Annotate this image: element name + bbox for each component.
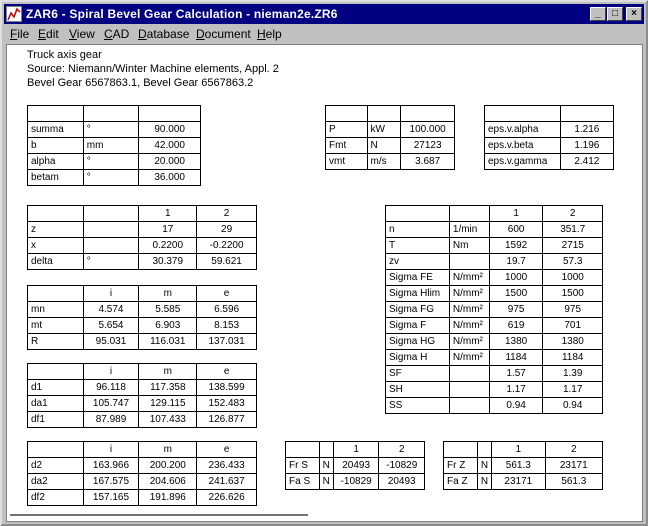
table-row bbox=[485, 138, 614, 154]
maximize-button[interactable]: □ bbox=[607, 7, 623, 21]
table-row bbox=[444, 474, 603, 490]
table-row bbox=[28, 138, 201, 154]
table-cell: R bbox=[28, 334, 84, 350]
table-row bbox=[28, 364, 257, 380]
table-row bbox=[28, 122, 201, 138]
table-cell: SF bbox=[386, 366, 450, 382]
table-cell: 1184 bbox=[489, 350, 543, 366]
table-cell: Nm bbox=[449, 238, 489, 254]
table-cell: d1 bbox=[28, 380, 84, 396]
table-cell: alpha bbox=[28, 154, 84, 170]
table-cell: 1 bbox=[139, 206, 197, 222]
table-cell bbox=[386, 206, 450, 222]
table-cell bbox=[28, 286, 84, 302]
table-row bbox=[386, 302, 603, 318]
table-cell: N bbox=[477, 458, 491, 474]
table-cell: -0.2200 bbox=[197, 238, 257, 254]
table-cell: 2 bbox=[545, 442, 602, 458]
table-cell: 137.031 bbox=[197, 334, 257, 350]
table-row bbox=[386, 382, 603, 398]
table-cell: 30.379 bbox=[139, 254, 197, 270]
close-button[interactable]: × bbox=[626, 7, 642, 21]
table-cell: 1 bbox=[492, 442, 546, 458]
table-cell: 1380 bbox=[489, 334, 543, 350]
table-row bbox=[386, 254, 603, 270]
table-cell: 2 bbox=[197, 206, 257, 222]
minimize-button[interactable]: _ bbox=[590, 7, 606, 21]
table-cell: da1 bbox=[28, 396, 84, 412]
table-cell: Fr Z bbox=[444, 458, 478, 474]
table-cell: 17 bbox=[139, 222, 197, 238]
table-cell: 107.433 bbox=[139, 412, 197, 428]
table-cell: eps.v.gamma bbox=[485, 154, 561, 170]
table-row bbox=[28, 222, 257, 238]
table-cell: N/mm² bbox=[449, 334, 489, 350]
table-cell: 1000 bbox=[489, 270, 543, 286]
doc-source: Source: Niemann/Winter Machine elements, Appl. 2 bbox=[27, 63, 279, 75]
table-cell: N/mm² bbox=[449, 318, 489, 334]
menu-edit[interactable]: Edit bbox=[38, 27, 59, 41]
table-cell bbox=[319, 442, 333, 458]
table-cell: 157.165 bbox=[83, 490, 139, 506]
menu-cad[interactable]: CAD bbox=[104, 27, 130, 41]
table-cell: Sigma Hlim bbox=[386, 286, 450, 302]
table-cell: SH bbox=[386, 382, 450, 398]
table-cell: 90.000 bbox=[139, 122, 201, 138]
table-cell: 2 bbox=[543, 206, 603, 222]
table-row bbox=[28, 334, 257, 350]
table-cell: Fr S bbox=[286, 458, 320, 474]
table-cell bbox=[83, 106, 139, 122]
table-cell: 1.39 bbox=[543, 366, 603, 382]
table-cell: 1380 bbox=[543, 334, 603, 350]
table-cell: 6.596 bbox=[197, 302, 257, 318]
gear-force-table bbox=[443, 441, 603, 490]
table-cell: 57.3 bbox=[543, 254, 603, 270]
table-cell: 701 bbox=[543, 318, 603, 334]
table-cell: Sigma HG bbox=[386, 334, 450, 350]
table-row bbox=[386, 270, 603, 286]
table-cell: Sigma FG bbox=[386, 302, 450, 318]
menu-document[interactable]: Document bbox=[196, 27, 251, 41]
table-cell: 1.17 bbox=[543, 382, 603, 398]
table-cell: 1 bbox=[333, 442, 379, 458]
strength-table bbox=[385, 205, 603, 414]
table-cell bbox=[449, 398, 489, 414]
table-cell: Fmt bbox=[326, 138, 368, 154]
table-cell: P bbox=[326, 122, 368, 138]
menu-file[interactable]: File bbox=[10, 27, 30, 41]
table-cell: 1 bbox=[489, 206, 543, 222]
table-cell: 96.118 bbox=[83, 380, 139, 396]
table-cell: 1184 bbox=[543, 350, 603, 366]
table-row bbox=[28, 302, 257, 318]
table-cell: mn bbox=[28, 302, 84, 318]
table-cell: 42.000 bbox=[139, 138, 201, 154]
module-table bbox=[27, 285, 257, 350]
table-cell: x bbox=[28, 238, 84, 254]
table-cell: 29 bbox=[197, 222, 257, 238]
table-cell: 1500 bbox=[489, 286, 543, 302]
table-cell: Sigma FE bbox=[386, 270, 450, 286]
table-row bbox=[386, 366, 603, 382]
table-row bbox=[386, 222, 603, 238]
table-cell: N bbox=[319, 458, 333, 474]
table-row bbox=[326, 154, 455, 170]
table-cell bbox=[83, 222, 139, 238]
table-cell: SS bbox=[386, 398, 450, 414]
table-cell: Sigma H bbox=[386, 350, 450, 366]
table-cell: 117.358 bbox=[139, 380, 197, 396]
table-row bbox=[444, 458, 603, 474]
table-row bbox=[386, 286, 603, 302]
table-cell bbox=[28, 364, 84, 380]
table-row bbox=[28, 442, 257, 458]
table-row bbox=[326, 106, 455, 122]
table-cell: N bbox=[319, 474, 333, 490]
table-cell: kW bbox=[367, 122, 401, 138]
table-cell: 3.687 bbox=[401, 154, 455, 170]
table-row bbox=[485, 106, 614, 122]
table-cell: ° bbox=[83, 122, 139, 138]
table-cell: delta bbox=[28, 254, 84, 270]
table-row bbox=[28, 238, 257, 254]
menu-help[interactable]: Help bbox=[257, 27, 282, 41]
table-cell: 200.200 bbox=[139, 458, 197, 474]
table-cell: m bbox=[139, 364, 197, 380]
menu-bar bbox=[4, 24, 644, 43]
table-cell: 20493 bbox=[379, 474, 425, 490]
table-cell: 2.412 bbox=[560, 154, 613, 170]
table-cell: N/mm² bbox=[449, 286, 489, 302]
table-cell: 152.483 bbox=[197, 396, 257, 412]
doc-heading: Truck axis gear bbox=[27, 49, 102, 61]
table-cell: 59.621 bbox=[197, 254, 257, 270]
table-row bbox=[444, 442, 603, 458]
table-cell: 138.599 bbox=[197, 380, 257, 396]
geometry-table bbox=[27, 105, 201, 186]
table-cell: 1.57 bbox=[489, 366, 543, 382]
table-cell bbox=[485, 106, 561, 122]
table-row bbox=[386, 398, 603, 414]
table-cell: 167.575 bbox=[83, 474, 139, 490]
table-cell: 27123 bbox=[401, 138, 455, 154]
table-row bbox=[326, 122, 455, 138]
table-cell: df2 bbox=[28, 490, 84, 506]
table-row bbox=[485, 122, 614, 138]
table-row bbox=[286, 458, 425, 474]
table-cell bbox=[449, 382, 489, 398]
table-cell: 95.031 bbox=[83, 334, 139, 350]
table-cell: Fa Z bbox=[444, 474, 478, 490]
table-cell: 1000 bbox=[543, 270, 603, 286]
table-cell: 619 bbox=[489, 318, 543, 334]
table-cell: 0.2200 bbox=[139, 238, 197, 254]
table-cell: 204.606 bbox=[139, 474, 197, 490]
table-cell: N bbox=[477, 474, 491, 490]
table-cell: e bbox=[197, 442, 257, 458]
table-cell: 600 bbox=[489, 222, 543, 238]
table-cell: 4.574 bbox=[83, 302, 139, 318]
table-cell: n bbox=[386, 222, 450, 238]
table-cell: N bbox=[367, 138, 401, 154]
table-cell: 105.747 bbox=[83, 396, 139, 412]
table-cell: eps.v.alpha bbox=[485, 122, 561, 138]
table-cell: 975 bbox=[543, 302, 603, 318]
table-cell: 1/min bbox=[449, 222, 489, 238]
table-cell bbox=[449, 254, 489, 270]
table-row bbox=[386, 206, 603, 222]
table-cell: i bbox=[83, 442, 139, 458]
table-cell: 20493 bbox=[333, 458, 379, 474]
title-bar[interactable] bbox=[4, 4, 644, 24]
table-cell bbox=[28, 442, 84, 458]
table-row bbox=[28, 154, 201, 170]
table-row bbox=[386, 334, 603, 350]
app-icon[interactable] bbox=[6, 6, 22, 22]
pinion-force-table bbox=[285, 441, 425, 490]
table-row bbox=[28, 380, 257, 396]
table-cell: 236.433 bbox=[197, 458, 257, 474]
document-area[interactable] bbox=[6, 44, 643, 522]
table-cell bbox=[83, 206, 139, 222]
contact-ratio-table bbox=[484, 105, 614, 170]
table-cell: z bbox=[28, 222, 84, 238]
table-cell: 0.94 bbox=[489, 398, 543, 414]
table-row bbox=[386, 350, 603, 366]
table-cell: -10829 bbox=[379, 458, 425, 474]
pinion-diameter-table bbox=[27, 363, 257, 428]
table-cell: -10829 bbox=[333, 474, 379, 490]
table-cell: 6.903 bbox=[139, 318, 197, 334]
table-cell bbox=[449, 206, 489, 222]
table-cell: 0.94 bbox=[543, 398, 603, 414]
menu-database[interactable]: Database bbox=[138, 27, 190, 41]
table-cell: zv bbox=[386, 254, 450, 270]
table-cell: 1.17 bbox=[489, 382, 543, 398]
table-cell: Fa S bbox=[286, 474, 320, 490]
table-row bbox=[28, 106, 201, 122]
table-cell: e bbox=[197, 364, 257, 380]
table-row bbox=[28, 396, 257, 412]
table-cell: betam bbox=[28, 170, 84, 186]
menu-view[interactable]: View bbox=[69, 27, 95, 41]
table-cell: mm bbox=[83, 138, 139, 154]
table-cell: 23171 bbox=[545, 458, 602, 474]
table-cell: 87.989 bbox=[83, 412, 139, 428]
doc-parts: Bevel Gear 6567863.1, Bevel Gear 6567863.2 bbox=[27, 77, 254, 89]
table-cell: da2 bbox=[28, 474, 84, 490]
table-cell: 561.3 bbox=[545, 474, 602, 490]
table-cell: df1 bbox=[28, 412, 84, 428]
table-cell: 5.585 bbox=[139, 302, 197, 318]
table-cell: 2715 bbox=[543, 238, 603, 254]
table-cell: 36.000 bbox=[139, 170, 201, 186]
table-cell: 5.654 bbox=[83, 318, 139, 334]
table-row bbox=[28, 458, 257, 474]
table-cell: 191.896 bbox=[139, 490, 197, 506]
table-cell: 100.000 bbox=[401, 122, 455, 138]
table-cell: m/s bbox=[367, 154, 401, 170]
table-cell bbox=[139, 106, 201, 122]
table-cell: 163.966 bbox=[83, 458, 139, 474]
window-title: ZAR6 - Spiral Bevel Gear Calculation - nieman2e.ZR6 bbox=[26, 7, 338, 21]
table-cell: mt bbox=[28, 318, 84, 334]
power-table bbox=[325, 105, 455, 170]
table-row bbox=[28, 170, 201, 186]
table-cell: e bbox=[197, 286, 257, 302]
table-cell: 2 bbox=[379, 442, 425, 458]
table-cell bbox=[28, 206, 84, 222]
table-cell: 23171 bbox=[492, 474, 546, 490]
table-cell: 351.7 bbox=[543, 222, 603, 238]
table-cell bbox=[560, 106, 613, 122]
table-cell: 1592 bbox=[489, 238, 543, 254]
table-cell: 20.000 bbox=[139, 154, 201, 170]
table-row bbox=[28, 286, 257, 302]
table-cell: 126.877 bbox=[197, 412, 257, 428]
table-cell: 561.3 bbox=[492, 458, 546, 474]
table-cell: eps.v.beta bbox=[485, 138, 561, 154]
table-cell bbox=[444, 442, 478, 458]
table-cell: b bbox=[28, 138, 84, 154]
table-cell: T bbox=[386, 238, 450, 254]
table-cell: m bbox=[139, 442, 197, 458]
table-cell bbox=[286, 442, 320, 458]
table-row bbox=[286, 442, 425, 458]
footer-path-text bbox=[10, 513, 310, 518]
table-cell: vmt bbox=[326, 154, 368, 170]
table-cell: 129.115 bbox=[139, 396, 197, 412]
table-cell: d2 bbox=[28, 458, 84, 474]
table-row bbox=[485, 154, 614, 170]
table-cell bbox=[401, 106, 455, 122]
table-row bbox=[28, 206, 257, 222]
table-row bbox=[28, 490, 257, 506]
table-row bbox=[386, 238, 603, 254]
table-cell: N/mm² bbox=[449, 302, 489, 318]
table-row bbox=[386, 318, 603, 334]
table-cell bbox=[367, 106, 401, 122]
table-cell: 19.7 bbox=[489, 254, 543, 270]
table-row bbox=[28, 318, 257, 334]
table-cell: ° bbox=[83, 154, 139, 170]
table-cell: ° bbox=[83, 170, 139, 186]
table-row bbox=[28, 254, 257, 270]
table-cell bbox=[449, 366, 489, 382]
table-cell: 241.637 bbox=[197, 474, 257, 490]
table-cell: Sigma F bbox=[386, 318, 450, 334]
table-cell: 1500 bbox=[543, 286, 603, 302]
table-cell bbox=[83, 238, 139, 254]
table-cell: m bbox=[139, 286, 197, 302]
table-cell bbox=[326, 106, 368, 122]
table-cell bbox=[28, 106, 84, 122]
table-cell: N/mm² bbox=[449, 350, 489, 366]
table-cell: i bbox=[83, 286, 139, 302]
table-cell bbox=[477, 442, 491, 458]
table-cell: ° bbox=[83, 254, 139, 270]
table-row bbox=[28, 474, 257, 490]
gear-diameter-table bbox=[27, 441, 257, 506]
table-cell: 116.031 bbox=[139, 334, 197, 350]
table-cell: 1.216 bbox=[560, 122, 613, 138]
table-cell: N/mm² bbox=[449, 270, 489, 286]
teeth-table bbox=[27, 205, 257, 270]
table-cell: i bbox=[83, 364, 139, 380]
table-cell: 8.153 bbox=[197, 318, 257, 334]
table-cell: 975 bbox=[489, 302, 543, 318]
table-row bbox=[28, 412, 257, 428]
table-cell: 1.196 bbox=[560, 138, 613, 154]
table-cell: 226.626 bbox=[197, 490, 257, 506]
table-row bbox=[326, 138, 455, 154]
table-row bbox=[286, 474, 425, 490]
table-cell: summa bbox=[28, 122, 84, 138]
